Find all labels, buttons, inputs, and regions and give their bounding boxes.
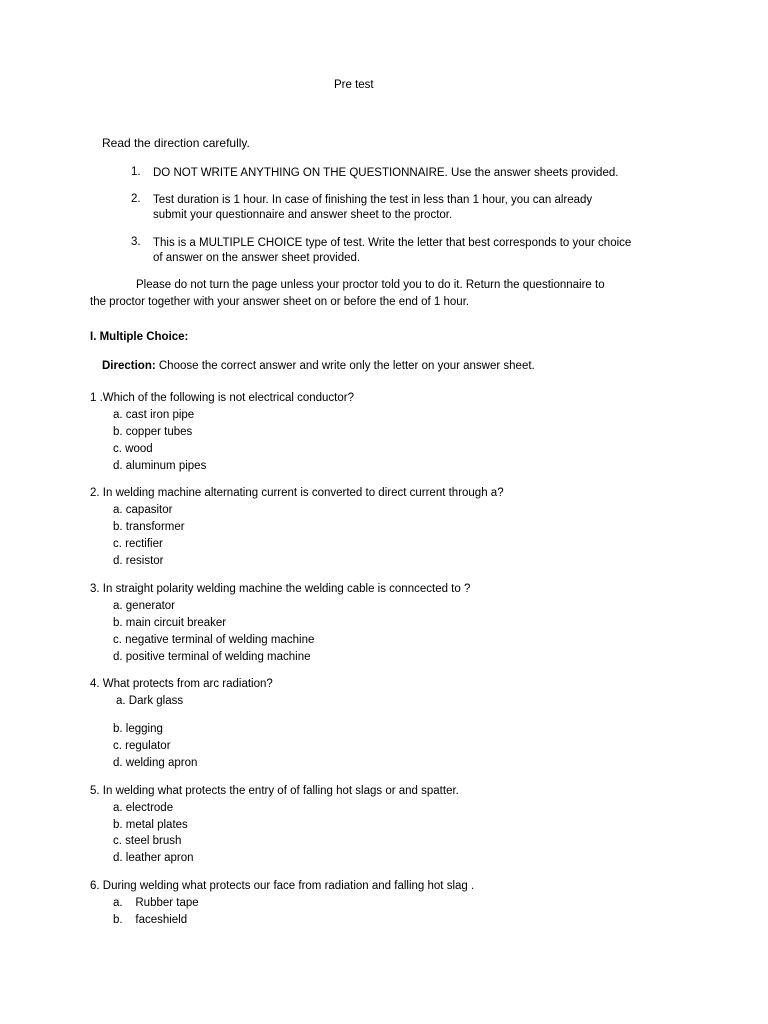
- answer-option: a. electrode: [113, 802, 174, 814]
- instruction-text: submit your questionnaire and answer sheet to the proctor.: [153, 209, 453, 221]
- answer-option: b. transformer: [113, 521, 185, 533]
- note-paragraph-line: the proctor together with your answer sheet on or before the end of 1 hour.: [90, 296, 470, 308]
- answer-option: d. positive terminal of welding machine: [113, 651, 311, 663]
- question-text: 3. In straight polarity welding machine the welding cable is conncected to ?: [90, 583, 471, 595]
- instruction-text: of answer on the answer sheet provided.: [153, 252, 361, 264]
- answer-option: c. regulator: [113, 740, 171, 752]
- instruction-text: Test duration is 1 hour. In case of finishing the test in less than 1 hour, you can already: [153, 194, 593, 206]
- read-direction-heading: Read the direction carefully.: [102, 136, 250, 150]
- section-title: I. Multiple Choice:: [90, 331, 189, 343]
- answer-option: c. wood: [113, 443, 153, 455]
- answer-option: b. main circuit breaker: [113, 617, 227, 629]
- instruction-number: 3.: [131, 236, 141, 248]
- answer-option: c. rectifier: [113, 538, 163, 550]
- answer-option: d. resistor: [113, 555, 164, 567]
- answer-option: b. metal plates: [113, 819, 188, 831]
- answer-option: a. Rubber tape: [113, 897, 199, 909]
- instruction-text: This is a MULTIPLE CHOICE type of test. Write the letter that best corresponds to your choice: [153, 237, 632, 249]
- question-text: 4. What protects from arc radiation?: [90, 678, 273, 690]
- direction-label: Direction:: [102, 360, 156, 372]
- answer-option: a. generator: [113, 600, 176, 612]
- answer-option: d. leather apron: [113, 852, 194, 864]
- answer-option: d. welding apron: [113, 757, 198, 769]
- page-title: Pre test: [334, 79, 374, 91]
- instruction-text: DO NOT WRITE ANYTHING ON THE QUESTIONNAIRE. Use the answer sheets provided.: [153, 167, 619, 179]
- answer-option: d. aluminum pipes: [113, 460, 207, 472]
- note-paragraph-line: Please do not turn the page unless your proctor told you to do it. Return the questionnaire to: [136, 279, 605, 291]
- question-text: 5. In welding what protects the entry of of falling hot slags or and spatter.: [90, 785, 459, 797]
- direction-text: Choose the correct answer and write only the letter on your answer sheet.: [155, 360, 535, 372]
- instruction-number: 1.: [131, 166, 141, 178]
- question-text: 6. During welding what protects our face from radiation and falling hot slag .: [90, 880, 475, 892]
- answer-option: a. capasitor: [113, 504, 173, 516]
- answer-option: a. cast iron pipe: [113, 409, 195, 421]
- answer-option: c. negative terminal of welding machine: [113, 634, 315, 646]
- answer-option: b. legging: [113, 723, 163, 735]
- question-text: 2. In welding machine alternating current is converted to direct current through a?: [90, 487, 504, 499]
- answer-option: c. steel brush: [113, 835, 182, 847]
- instruction-number: 2.: [131, 193, 141, 205]
- question-text: 1 .Which of the following is not electrical conductor?: [90, 392, 354, 404]
- answer-option: b. copper tubes: [113, 426, 193, 438]
- answer-option: a. Dark glass: [116, 695, 184, 707]
- answer-option: b. faceshield: [113, 914, 188, 926]
- direction-line: [102, 360, 535, 372]
